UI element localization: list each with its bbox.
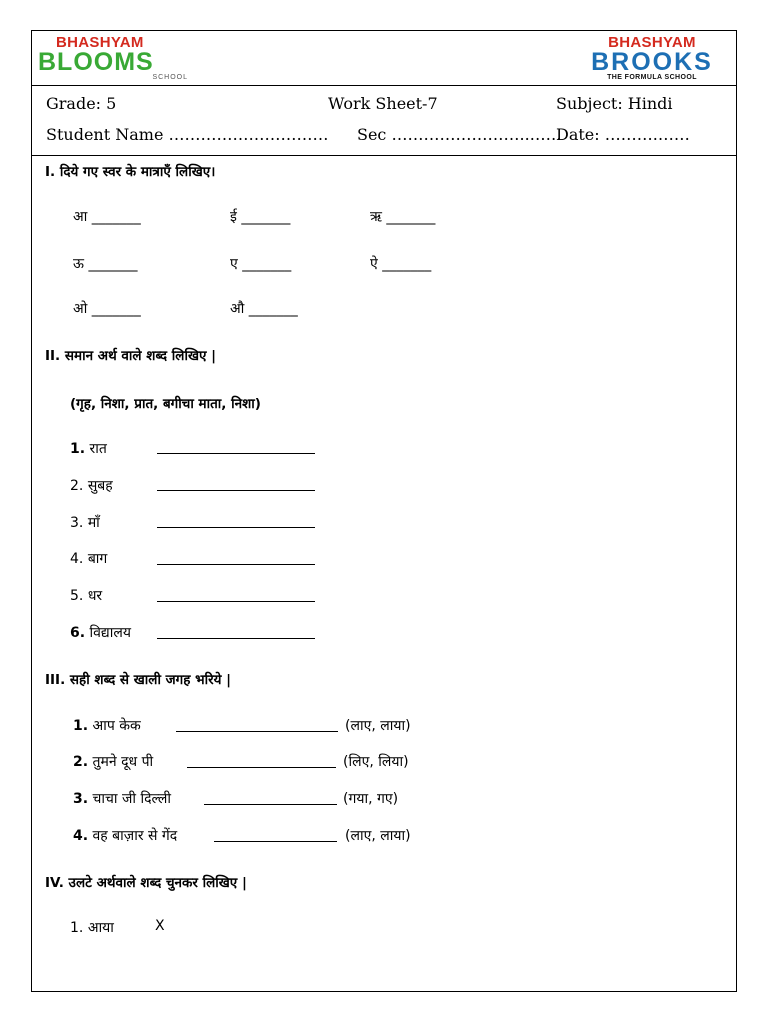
vowel-item: आ _______	[73, 209, 141, 225]
word-options: (गृह, निशा, प्रात, बगीचा माता, निशा)	[70, 396, 261, 412]
item-text: चाचा जी दिल्ली	[92, 791, 171, 807]
item-number: 1.	[73, 718, 89, 734]
antonym-row	[70, 918, 114, 937]
vowel-item: ई _______	[230, 209, 291, 225]
brooks-logo	[572, 35, 732, 82]
fill-blank-row	[73, 752, 153, 771]
item-word: आया	[87, 920, 114, 936]
fill-blank-row	[73, 789, 171, 808]
item-number: 4.	[70, 551, 84, 567]
section-3-heading: III. सही शब्द से खाली जगह भरिये |	[45, 672, 232, 688]
vowel-item: ऋ _______	[370, 209, 436, 225]
answer-line	[204, 804, 337, 805]
subject-label: Subject: Hindi	[556, 94, 673, 113]
answer-line	[176, 731, 338, 732]
synonym-row	[70, 623, 131, 642]
item-word: सुबह	[87, 478, 113, 494]
item-number: 1.	[70, 920, 84, 936]
item-text: आप केक	[92, 718, 141, 734]
item-number: 2.	[73, 754, 89, 770]
synonym-row	[70, 513, 100, 532]
fill-blank-row	[73, 716, 141, 735]
item-word: रात	[89, 441, 107, 457]
grade-label: Grade: 5	[46, 94, 117, 113]
answer-line	[157, 564, 315, 565]
blooms-logo-top: BHASHYAM	[56, 34, 144, 51]
item-word: धर	[87, 588, 103, 604]
section-1-heading: I. दिये गए स्वर के मात्राएँ लिखिए।	[45, 164, 216, 180]
date-field: Date: ……….……	[556, 125, 690, 144]
vowel-item: ऊ _______	[73, 256, 138, 272]
section-4-heading: IV. उलटे अर्थवाले शब्द चुनकर लिखिए |	[45, 875, 247, 891]
item-number: 5.	[70, 588, 84, 604]
item-word: बाग	[87, 551, 108, 567]
answer-line	[187, 767, 336, 768]
vowel-item: ए _______	[230, 256, 292, 272]
vowel-item: ओ _______	[73, 301, 141, 317]
logo-header	[32, 31, 736, 86]
item-text: वह बाज़ार से गेंद	[92, 828, 178, 844]
item-number: 4.	[73, 828, 89, 844]
blooms-logo-main: BLOOMS	[38, 48, 154, 76]
section-2-heading: II. समान अर्थ वाले शब्द लिखिए |	[45, 348, 217, 364]
item-answer: X	[155, 918, 165, 934]
item-number: 6.	[70, 625, 86, 641]
brooks-logo-top: BHASHYAM	[608, 34, 696, 51]
worksheet-label: Work Sheet-7	[328, 94, 438, 113]
synonym-row	[70, 549, 107, 568]
synonym-row	[70, 586, 102, 605]
brooks-logo-main: BROOKS	[591, 48, 713, 76]
item-word: विद्यालय	[89, 625, 131, 641]
brooks-logo-sub: THE FORMULA SCHOOL	[607, 74, 697, 81]
answer-line	[157, 638, 315, 639]
answer-line	[157, 490, 315, 491]
answer-line	[157, 527, 315, 528]
section-field: Sec ……………………..……	[357, 125, 562, 144]
fill-blank-row	[73, 826, 177, 845]
item-hint: (लिए, लिया)	[343, 754, 409, 770]
synonym-row	[70, 476, 113, 495]
item-hint: (गया, गए)	[343, 791, 399, 807]
item-number: 3.	[70, 515, 84, 531]
item-word: माँ	[87, 515, 100, 531]
item-number: 3.	[73, 791, 89, 807]
student-name-field: Student Name …………………………	[46, 125, 329, 144]
item-text: तुमने दूध पी	[92, 754, 154, 770]
item-number: 2.	[70, 478, 84, 494]
item-number: 1.	[70, 441, 86, 457]
answer-line	[157, 601, 315, 602]
blooms-logo-sub: SCHOOL	[152, 74, 188, 81]
vowel-item: ऐ _______	[370, 256, 432, 272]
item-hint: (लाए, लाया)	[345, 828, 411, 844]
blooms-logo	[38, 35, 208, 82]
student-info	[32, 85, 736, 156]
item-hint: (लाए, लाया)	[345, 718, 411, 734]
answer-line	[157, 453, 315, 454]
synonym-row	[70, 439, 107, 458]
answer-line	[214, 841, 337, 842]
vowel-item: औ _______	[230, 301, 298, 317]
